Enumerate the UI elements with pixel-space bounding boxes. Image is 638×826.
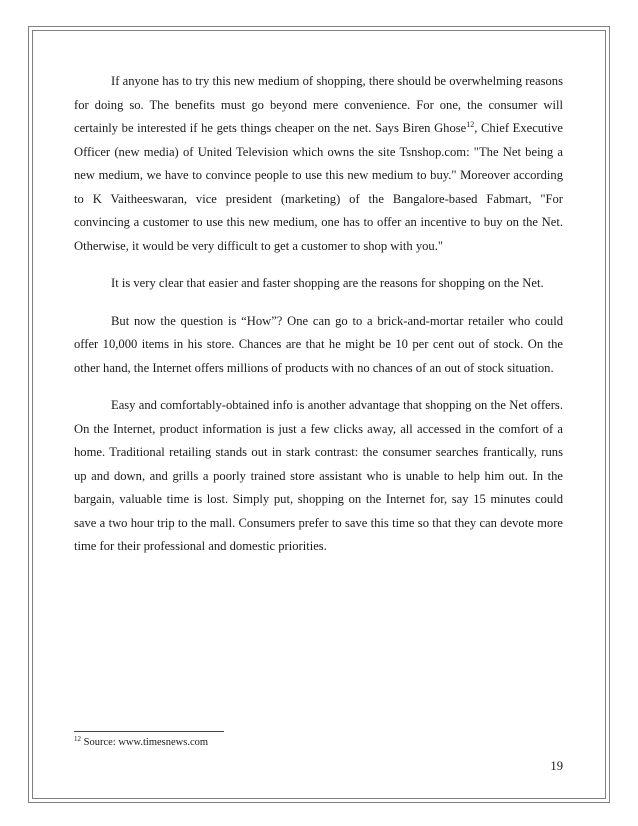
paragraph-3: But now the question is “How”? One can go to a brick-and-mortar retailer who could offer 10,000 items in his store. Chances are that he might be 10 per cent out of stock. On the other hand, the Internet offers millions of products with no chances of an out of stock situation. <box>74 313 563 375</box>
footnote-reference[interactable]: 12 <box>466 120 475 129</box>
footnote-number: 12 <box>74 735 81 743</box>
body-text <box>74 70 563 573</box>
paragraph-4: Easy and comfortably-obtained info is another advantage that shopping on the Net offers. On the Internet, product information is just a few clicks away, all accessed in the comfort of a home. Traditional retailing stands out in stark contrast: the consumer searches frantically, runs up and down, and grills a poorly trained store assistant who is unable to help him out. In the bargain, valuable time is lost. Simply put, shopping on the Internet for, say 15 minutes could save a two hour trip to the mall. Consumers prefer to save this time so that they can devote more time for their professional and domestic priorities. <box>74 398 563 553</box>
footnote-text: Source: www.timesnews.com <box>83 737 209 748</box>
paragraph-2: It is very clear that easier and faster shopping are the reasons for shopping on the Net. <box>111 276 544 290</box>
page-number: 19 <box>550 759 563 773</box>
footnote-separator <box>74 731 224 732</box>
paragraph-1: If anyone has to try this new medium of shopping, there should be overwhelming reasons for doing so. The benefits must go beyond mere convenience. For one, the consumer will certainly be interested if he gets things cheaper on the net. Says Biren Ghose$^{12}$, Chief Executive Officer (new media) of United Television which owns the site Tsnshop.com: "The Net being a new medium, we have to convince people to use this new medium to buy." Moreover according to K Vaitheeswaran, vice president (marketing) of the Bangalore-based Fabmart, "For convincing a customer to use this new medium, one has to offer an incentive to buy on the Net. Otherwise, it would be very difficult to get a customer to shop with you." <box>74 74 563 253</box>
footnote <box>74 736 208 750</box>
